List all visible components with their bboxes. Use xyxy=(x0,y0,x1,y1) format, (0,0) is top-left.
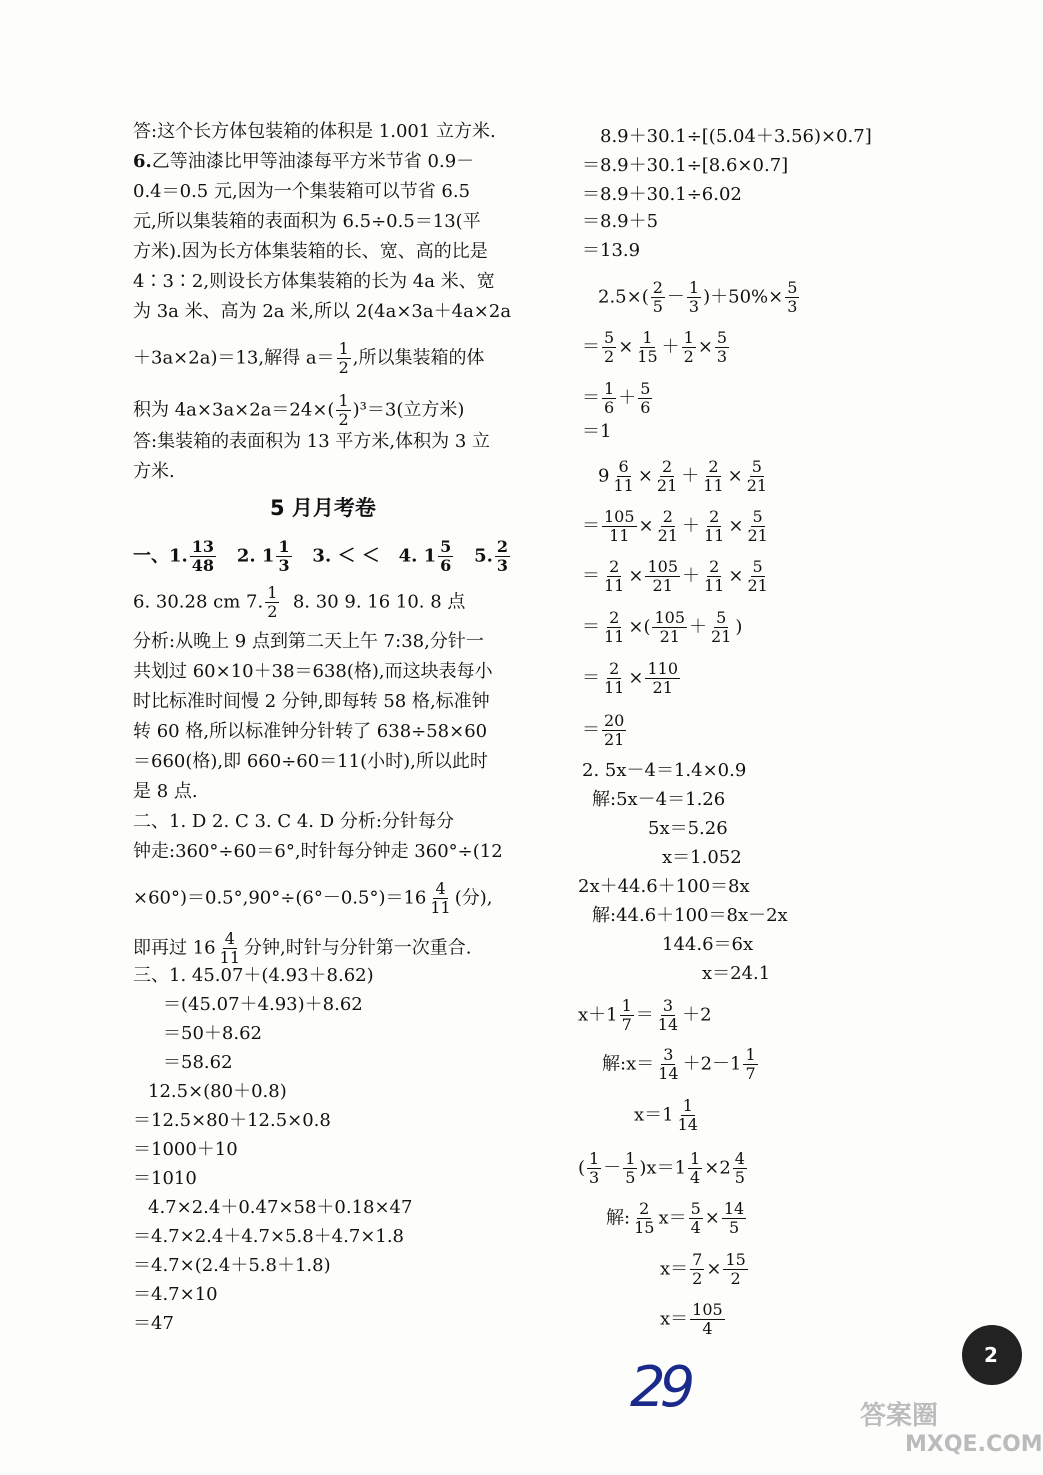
fraction-denominator: 21 xyxy=(747,576,768,595)
fraction-denominator: 11 xyxy=(704,576,725,595)
problem-text: 积为 4a×3a×2a＝24×( $\frac{1}{2}$ )³＝3(立方米) xyxy=(133,391,465,429)
fraction-denominator: 21 xyxy=(746,476,768,495)
fraction-denominator: 14 xyxy=(657,1015,679,1034)
fraction-denominator: 21 xyxy=(652,576,673,595)
fraction-denominator: 11 xyxy=(609,526,630,545)
fraction-numerator: 4 xyxy=(734,1149,745,1168)
fraction xyxy=(652,609,687,646)
fraction-numerator: 2 xyxy=(709,557,720,576)
calc-line: ＝4.7×10 xyxy=(133,1284,218,1305)
analysis-text: 钟走:360°÷60＝6°,时针每分钟走 360°÷(12 xyxy=(133,841,503,862)
fraction-denominator: 3 xyxy=(787,297,798,316)
fraction-numerator: 2 xyxy=(662,507,673,526)
fraction-numerator: 5 xyxy=(716,608,727,627)
fraction-numerator: 3 xyxy=(663,1045,674,1064)
calc-line: ＝ $\frac{2}{11}$ × $\frac{110}{21}$ xyxy=(582,659,678,697)
fraction xyxy=(743,1046,757,1083)
equation-line: x＝ $\frac{7}{2}$ × $\frac{15}{2}$ xyxy=(660,1250,746,1288)
equation-line: x＝1 $\frac{1}{14}$ xyxy=(634,1096,698,1134)
fraction-numerator: 1 xyxy=(604,379,615,398)
fraction-numerator: 5 xyxy=(716,328,728,347)
fraction xyxy=(656,997,680,1034)
fraction-numerator: 2 xyxy=(709,507,720,526)
fraction-denominator: 14 xyxy=(658,1064,679,1083)
fraction-denominator: 3 xyxy=(496,556,509,575)
fraction xyxy=(620,997,634,1034)
equation-line: 解:x＝ $\frac{3}{14}$ ＋2－1 $\frac{1}{7}$ xyxy=(602,1045,756,1083)
calc-line: ＝ $\frac{2}{11}$ × $\frac{105}{21}$ ＋ $\frac{2}{11}$ × $\frac{5}{21}$ xyxy=(582,557,768,595)
fraction-numerator: 105 xyxy=(604,507,635,526)
fraction-numerator: 1 xyxy=(267,583,278,602)
calc-line: ＝(45.07＋4.93)＋8.62 xyxy=(163,994,363,1015)
calc-line: 9 $\frac{6}{11}$ × $\frac{2}{21}$ ＋ $\frac{2}{11}$ × $\frac{5}{21}$ xyxy=(598,457,768,495)
fraction-numerator: 105 xyxy=(654,608,686,627)
fraction-denominator: 11 xyxy=(604,627,625,646)
fraction-denominator: 21 xyxy=(747,526,768,545)
fraction xyxy=(276,538,291,575)
fraction-denominator: 11 xyxy=(703,476,724,495)
fraction-denominator: 2 xyxy=(338,410,349,429)
equation-line: 解:5x－4＝1.26 xyxy=(592,789,726,810)
answer-row-1: 一、1. $\frac{13}{48}$ 2. 1 $\frac{1}{3}$ 3. ＜ ＜ 4. 1 $\frac{5}{6}$ 5. $\frac{2}{3}$ xyxy=(133,537,509,575)
analysis-text: ×60°)＝0.5°,90°÷(6°－0.5°)＝16 $\frac{4}{11}$ (分), xyxy=(133,879,493,917)
calc-line: ＝8.9＋30.1÷[8.6×0.7] xyxy=(582,155,789,176)
fraction-denominator: 21 xyxy=(657,526,678,545)
equation-line: ( $\frac{1}{3}$ － $\frac{1}{5}$ )x＝1 $\frac{1}{4}$ ×2 $\frac{4}{5}$ xyxy=(578,1149,745,1187)
fraction-numerator: 2 xyxy=(609,557,620,576)
equation-line: 解: $\frac{2}{15}$ x＝ $\frac{5}{4}$ × $\frac{14}{5}$ xyxy=(606,1199,745,1237)
fraction-numerator: 2 xyxy=(609,659,620,678)
problem-text: ＋3a×2a)＝13,解得 a＝ $\frac{1}{2}$ ,所以集装箱的体 xyxy=(133,339,485,377)
equation-line: 5x＝5.26 xyxy=(648,818,728,839)
fraction-denominator: 11 xyxy=(430,898,451,917)
fraction xyxy=(709,609,733,646)
fraction-denominator: 21 xyxy=(652,678,673,697)
fraction-numerator: 2 xyxy=(661,457,673,476)
fraction-numerator: 1 xyxy=(745,1045,756,1064)
fraction-numerator: 105 xyxy=(647,557,678,576)
fraction-denominator: 11 xyxy=(604,576,625,595)
fraction xyxy=(428,880,452,917)
calc-line: ＝ $\frac{5}{2}$ × $\frac{1}{15}$ ＋ $\frac{1}{2}$ × $\frac{5}{3}$ xyxy=(582,328,728,366)
fraction xyxy=(745,508,769,545)
fraction-numerator: 6 xyxy=(618,457,629,476)
fraction xyxy=(611,458,635,495)
analysis-text: 时比标准时间慢 2 分钟,即每转 58 格,标准钟 xyxy=(133,691,490,712)
fraction-denominator: 2 xyxy=(604,347,615,366)
fraction-numerator: 5 xyxy=(751,457,762,476)
fraction xyxy=(623,1150,637,1187)
fraction xyxy=(785,279,799,316)
calc-line: ＝ $\frac{105}{11}$ × $\frac{2}{21}$ ＋ $\frac{2}{11}$ × $\frac{5}{21}$ xyxy=(582,507,768,545)
fraction-numerator: 5 xyxy=(440,537,452,556)
analysis-text: 分析:从晚上 9 点到第二天上午 7:38,分针一 xyxy=(133,631,484,652)
fraction-denominator: 11 xyxy=(613,476,634,495)
fraction-numerator: 3 xyxy=(662,996,674,1015)
fraction-denominator: 11 xyxy=(704,526,725,545)
fraction-denominator: 21 xyxy=(711,627,732,646)
fraction-denominator: 2 xyxy=(267,602,278,621)
fraction xyxy=(587,1150,601,1187)
fraction-numerator: 2 xyxy=(652,278,663,297)
fraction xyxy=(655,458,679,495)
fraction-numerator: 2 xyxy=(609,608,620,627)
problem-text: 6.乙等油漆比甲等油漆每平方米节省 0.9－ xyxy=(133,151,475,172)
fraction xyxy=(676,1097,700,1134)
fraction-denominator: 3 xyxy=(589,1168,600,1187)
fraction xyxy=(656,1046,680,1083)
fraction xyxy=(632,1200,656,1237)
fraction-numerator: 1 xyxy=(688,278,700,297)
answer-row-2: 6. 30.28 cm 7. $\frac{1}{2}$ 8. 30 9. 16 10. 8 点 xyxy=(133,583,466,621)
fraction xyxy=(638,380,652,417)
fraction-denominator: 6 xyxy=(640,398,651,417)
fraction xyxy=(745,458,769,495)
calc-line: ＝13.9 xyxy=(582,240,641,261)
fraction xyxy=(602,380,616,417)
analysis-text: ＝660(格),即 660÷60＝11(小时),所以此时 xyxy=(133,751,488,772)
equation-line: 解:44.6＋100＝8x－2x xyxy=(592,905,788,926)
fraction-numerator: 2 xyxy=(708,457,719,476)
fraction-numerator: 1 xyxy=(690,1149,701,1168)
analysis-text: 即再过 16 $\frac{4}{11}$ 分钟,时针与分针第一次重合. xyxy=(133,929,472,967)
equation-line: x＝24.1 xyxy=(702,963,771,984)
fraction-numerator: 13 xyxy=(191,537,215,556)
fraction xyxy=(218,930,242,967)
handwritten-page-number: 29 xyxy=(630,1355,690,1420)
fraction-numerator: 4 xyxy=(435,879,446,898)
fraction-denominator: 21 xyxy=(659,627,680,646)
fraction-numerator: 1 xyxy=(589,1149,600,1168)
answer-line: 方米. xyxy=(133,461,175,482)
fraction xyxy=(682,329,696,366)
fraction xyxy=(688,1150,702,1187)
equation-line: x＋1 $\frac{1}{7}$ ＝ $\frac{3}{14}$ ＋2 xyxy=(578,996,712,1034)
calc-line: 三、1. 45.07＋(4.93＋8.62) xyxy=(133,965,374,986)
fraction-numerator: 5 xyxy=(690,1199,701,1218)
fraction xyxy=(602,558,626,595)
fraction xyxy=(689,1200,703,1237)
analysis-text: 转 60 格,所以标准钟分针转了 638÷58×60 xyxy=(133,721,488,742)
fraction-denominator: 14 xyxy=(677,1115,698,1134)
fraction xyxy=(651,279,665,316)
page-number-badge: 2 xyxy=(962,1325,1022,1385)
fraction-numerator: 105 xyxy=(692,1300,723,1319)
fraction-numerator: 20 xyxy=(604,711,625,730)
fraction xyxy=(645,660,680,697)
fraction-denominator: 3 xyxy=(688,297,700,316)
fraction xyxy=(635,329,659,366)
fraction-denominator: 5 xyxy=(728,1218,740,1237)
calc-line: ＝8.9＋30.1÷6.02 xyxy=(582,184,742,205)
fraction xyxy=(702,508,726,545)
fraction xyxy=(702,558,726,595)
fraction xyxy=(722,1200,746,1237)
fraction xyxy=(602,508,637,545)
fraction-denominator: 3 xyxy=(716,347,728,366)
fraction-denominator: 15 xyxy=(634,1218,655,1237)
fraction-denominator: 5 xyxy=(734,1168,745,1187)
fraction-denominator: 2 xyxy=(683,347,694,366)
calc-line: ＝47 xyxy=(133,1313,174,1334)
fraction xyxy=(265,584,279,621)
fraction xyxy=(723,1251,747,1288)
calc-line: ＝1 xyxy=(582,421,612,442)
fraction-denominator: 48 xyxy=(191,556,215,575)
fraction-numerator: 5 xyxy=(640,379,651,398)
fraction xyxy=(733,1150,747,1187)
section-title: 5 月月考卷 xyxy=(270,496,376,520)
analysis-text: 共划过 60×10＋38＝638(格),而这块表每小 xyxy=(133,661,493,682)
fraction-numerator: 5 xyxy=(752,507,763,526)
equation-line: x＝ $\frac{105}{4}$ xyxy=(660,1300,723,1338)
fraction-numerator: 7 xyxy=(692,1250,703,1269)
fraction-denominator: 4 xyxy=(690,1168,701,1187)
fraction-numerator: 1 xyxy=(682,1096,693,1115)
fraction-denominator: 2 xyxy=(730,1269,741,1288)
fraction-denominator: 15 xyxy=(637,347,658,366)
calc-line: ＝4.7×(2.4＋5.8＋1.8) xyxy=(133,1255,331,1276)
calc-line: ＝58.62 xyxy=(163,1052,233,1073)
fraction xyxy=(687,279,701,316)
fraction xyxy=(190,538,216,575)
fraction-denominator: 7 xyxy=(745,1064,756,1083)
fraction-numerator: 1 xyxy=(683,328,694,347)
watermark-url: MXQE.COM xyxy=(905,1432,1043,1457)
calc-line: ＝4.7×2.4＋4.7×5.8＋4.7×1.8 xyxy=(133,1226,405,1247)
fraction xyxy=(656,508,680,545)
answer-line: 答:这个长方体包装箱的体积是 1.001 立方米. xyxy=(133,121,496,142)
calc-line: 2.5×( $\frac{2}{5}$ － $\frac{1}{3}$ )＋50%× $\frac{5}{3}$ xyxy=(598,278,798,316)
analysis-text: 二、1. D 2. C 3. C 4. D 分析:分针每分 xyxy=(133,811,454,832)
fraction-denominator: 4 xyxy=(690,1218,701,1237)
fraction-numerator: 1 xyxy=(338,339,349,358)
fraction-denominator: 6 xyxy=(604,398,615,417)
fraction xyxy=(495,538,510,575)
fraction-numerator: 15 xyxy=(725,1250,746,1269)
fraction-numerator: 5 xyxy=(787,278,798,297)
fraction-numerator: 1 xyxy=(338,391,349,410)
fraction-numerator: 2 xyxy=(496,537,509,556)
watermark-logo: 答案圈 xyxy=(860,1401,939,1431)
calc-line: ＝ $\frac{1}{6}$ ＋ $\frac{5}{6}$ xyxy=(582,379,651,417)
fraction xyxy=(602,329,616,366)
equation-line: 2x＋44.6＋100＝8x xyxy=(578,876,750,897)
fraction-denominator: 6 xyxy=(440,556,452,575)
analysis-text: 是 8 点. xyxy=(133,781,198,802)
problem-text: 4∶3∶2,则设长方体集装箱的长为 4a 米、宽 xyxy=(133,271,495,292)
fraction xyxy=(602,660,626,697)
fraction xyxy=(602,609,626,646)
fraction-denominator: 21 xyxy=(604,730,625,749)
fraction xyxy=(690,1251,704,1288)
fraction-numerator: 110 xyxy=(647,659,678,678)
fraction-denominator: 21 xyxy=(656,476,678,495)
calc-line: 4.7×2.4＋0.47×58＋0.18×47 xyxy=(148,1197,413,1218)
calc-line: 12.5×(80＋0.8) xyxy=(148,1081,287,1102)
equation-line: 144.6＝6x xyxy=(662,934,754,955)
fraction xyxy=(645,558,680,595)
fraction-numerator: 1 xyxy=(621,996,632,1015)
fraction-numerator: 14 xyxy=(723,1199,745,1218)
fraction xyxy=(438,538,453,575)
fraction xyxy=(336,392,350,429)
equation-line: x＝1.052 xyxy=(662,847,742,868)
answer-line: 答:集装箱的表面积为 13 平方米,体积为 3 立 xyxy=(133,431,491,452)
calc-line: ＝ $\frac{2}{11}$ ×( $\frac{105}{21}$ ＋ $\frac{5}{21}$ ) xyxy=(582,608,743,646)
problem-text: 元,所以集装箱的表面积为 6.5÷0.5＝13(平 xyxy=(133,211,481,232)
calc-line: ＝1010 xyxy=(133,1168,197,1189)
fraction-denominator: 11 xyxy=(219,948,240,967)
fraction-numerator: 1 xyxy=(278,537,290,556)
fraction-denominator: 2 xyxy=(692,1269,703,1288)
fraction xyxy=(690,1301,725,1338)
fraction-denominator: 4 xyxy=(702,1319,713,1338)
problem-text: 方米).因为长方体集装箱的长、宽、高的比是 xyxy=(133,241,488,262)
fraction-numerator: 1 xyxy=(625,1149,636,1168)
fraction xyxy=(745,558,769,595)
fraction-numerator: 1 xyxy=(642,328,653,347)
fraction xyxy=(337,340,351,377)
fraction xyxy=(715,329,729,366)
problem-text: 0.4＝0.5 元,因为一个集装箱可以节省 6.5 xyxy=(133,181,471,202)
fraction-numerator: 5 xyxy=(752,557,763,576)
fraction xyxy=(701,458,725,495)
fraction-denominator: 11 xyxy=(604,678,625,697)
problem-text: 为 3a 米、高为 2a 米,所以 2(4a×3a＋4a×2a xyxy=(133,301,512,322)
calc-line: ＝50＋8.62 xyxy=(163,1023,262,1044)
fraction-numerator: 4 xyxy=(224,929,235,948)
equation-line: 2. 5x－4＝1.4×0.9 xyxy=(582,760,747,781)
fraction-numerator: 5 xyxy=(604,328,615,347)
fraction xyxy=(602,712,626,749)
fraction-denominator: 5 xyxy=(625,1168,636,1187)
fraction-denominator: 7 xyxy=(621,1015,632,1034)
calc-line: 8.9＋30.1÷[(5.04＋3.56)×0.7] xyxy=(600,126,872,147)
fraction-denominator: 3 xyxy=(278,556,290,575)
calc-line: ＝1000＋10 xyxy=(133,1139,238,1160)
calc-line: ＝12.5×80＋12.5×0.8 xyxy=(133,1110,331,1131)
fraction-denominator: 5 xyxy=(652,297,663,316)
fraction-numerator: 2 xyxy=(639,1199,650,1218)
calc-line: ＝8.9＋5 xyxy=(582,211,659,232)
calc-line: ＝ $\frac{20}{21}$ xyxy=(582,711,625,749)
fraction-denominator: 2 xyxy=(338,358,349,377)
